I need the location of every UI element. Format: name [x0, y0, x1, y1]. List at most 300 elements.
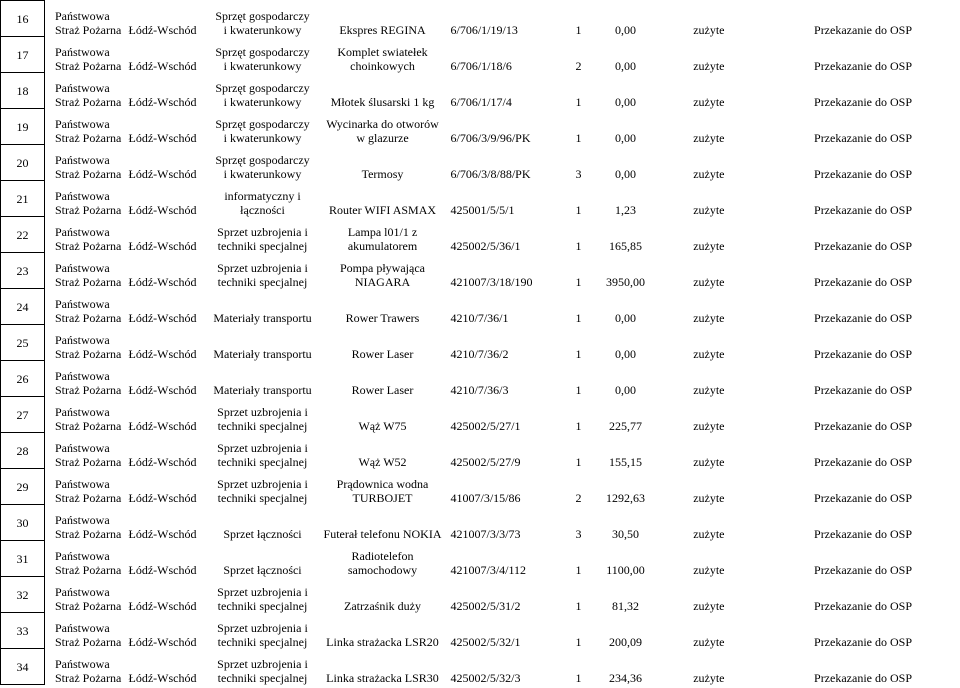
row-number: 17 [1, 37, 45, 73]
unit-cell: Łódź-Wschód [128, 94, 197, 109]
organization-line-2: Straż Pożarna [55, 166, 122, 181]
item-name-line-2: Termosy [361, 166, 404, 181]
value-cell: 155,15 [609, 454, 642, 469]
status-cell: zużyte [693, 238, 725, 253]
category-cell [207, 217, 319, 253]
status-cell: zużyte [693, 130, 725, 145]
organization-line-2: Straż Pożarna [55, 238, 122, 253]
organization-line-2: Straż Pożarna [55, 382, 122, 397]
organization-cell [45, 577, 127, 613]
category-line-2: techniki specjalnej [217, 670, 308, 685]
quantity-cell: 1 [575, 382, 582, 397]
organization-line-2: Straż Pożarna [55, 58, 122, 73]
item-name-line-1: Radiotelefon [351, 548, 414, 563]
organization-line-1: Państwowa [55, 44, 110, 59]
category-cell [207, 289, 319, 325]
item-name-cell [319, 289, 447, 325]
organization-cell [45, 433, 127, 469]
category-line-1: Sprzęt gospodarczy [215, 152, 310, 167]
status-cell: zużyte [693, 202, 725, 217]
item-name-line-2: Rower Laser [351, 382, 414, 397]
table-row [1, 505, 960, 541]
status-cell: zużyte [693, 94, 725, 109]
organization-line-1: Państwowa [55, 656, 110, 671]
inventory-number-cell: 6/706/1/17/4 [450, 94, 512, 109]
unit-cell: Łódź-Wschód [128, 310, 197, 325]
category-cell [207, 613, 319, 649]
inventory-number-cell: 41007/3/15/86 [450, 490, 521, 505]
value-cell: 0,00 [615, 58, 636, 73]
inventory-number-cell: 425002/5/27/9 [450, 454, 521, 469]
quantity-cell: 1 [575, 94, 582, 109]
status-cell: zużyte [693, 454, 725, 469]
organization-line-2: Straż Pożarna [55, 346, 122, 361]
row-number: 33 [1, 613, 45, 649]
inventory-number-cell: 425002/5/32/1 [450, 634, 521, 649]
organization-cell [45, 361, 127, 397]
row-number: 20 [1, 145, 45, 181]
action-cell: Przekazanie do OSP [731, 361, 960, 397]
category-line-2: techniki specjalnej [217, 598, 308, 613]
value-cell: 0,00 [615, 130, 636, 145]
organization-cell [45, 505, 127, 541]
table-row [1, 397, 960, 433]
status-cell: zużyte [693, 166, 725, 181]
table-body [1, 1, 960, 685]
quantity-cell: 1 [575, 634, 582, 649]
quantity-cell: 1 [575, 310, 582, 325]
value-cell: 165,85 [609, 238, 642, 253]
item-name-line-2: Młotek ślusarski 1 kg [330, 94, 435, 109]
table-row [1, 433, 960, 469]
action-cell: Przekazanie do OSP [731, 649, 960, 685]
organization-cell [45, 37, 127, 73]
row-number: 28 [1, 433, 45, 469]
organization-line-2: Straż Pożarna [55, 94, 122, 109]
organization-line-2: Straż Pożarna [55, 202, 122, 217]
item-name-line-1: Pompa pływająca [340, 260, 425, 275]
item-name-cell [319, 73, 447, 109]
row-number: 18 [1, 73, 45, 109]
organization-line-1: Państwowa [55, 8, 110, 23]
row-number: 23 [1, 253, 45, 289]
item-name-cell [319, 181, 447, 217]
item-name-line-2: Wąż W75 [358, 418, 407, 433]
category-cell [207, 433, 319, 469]
inventory-number-cell: 6/706/1/18/6 [450, 58, 512, 73]
row-number: 19 [1, 109, 45, 145]
organization-line-1: Państwowa [55, 548, 110, 563]
inventory-number-cell: 4210/7/36/3 [450, 382, 509, 397]
action-cell: Przekazanie do OSP [731, 73, 960, 109]
action-cell: Przekazanie do OSP [731, 577, 960, 613]
organization-cell [45, 217, 127, 253]
inventory-number-cell: 421007/3/18/190 [450, 274, 533, 289]
category-line-1: Sprzet uzbrojenia i [217, 620, 308, 635]
quantity-cell: 1 [575, 130, 582, 145]
category-cell [207, 325, 319, 361]
item-name-line-2: w glazurze [356, 130, 409, 145]
table-row [1, 613, 960, 649]
row-number: 31 [1, 541, 45, 577]
organization-line-2: Straż Pożarna [55, 598, 122, 613]
row-number: 26 [1, 361, 45, 397]
organization-line-1: Państwowa [55, 512, 110, 527]
category-cell [207, 73, 319, 109]
unit-cell: Łódź-Wschód [128, 670, 197, 685]
item-name-cell [319, 217, 447, 253]
action-cell: Przekazanie do OSP [731, 253, 960, 289]
value-cell: 1100,00 [606, 562, 645, 577]
organization-cell [45, 289, 127, 325]
category-line-2: techniki specjalnej [217, 454, 308, 469]
row-number: 24 [1, 289, 45, 325]
category-line-2: Materiały transportu [213, 382, 312, 397]
item-name-line-2: Rower Trawers [345, 310, 420, 325]
category-line-1: informatyczny i [224, 188, 301, 203]
item-name-line-2: Rower Laser [351, 346, 414, 361]
table-row [1, 361, 960, 397]
category-line-2: i kwaterunkowy [223, 58, 302, 73]
unit-cell: Łódź-Wschód [128, 274, 197, 289]
item-name-cell [319, 1, 447, 37]
table-row [1, 469, 960, 505]
item-name-line-2: NIAGARA [354, 274, 411, 289]
value-cell: 225,77 [609, 418, 642, 433]
unit-cell: Łódź-Wschód [128, 22, 197, 37]
organization-line-2: Straż Pożarna [55, 634, 122, 649]
status-cell: zużyte [693, 346, 725, 361]
action-cell: Przekazanie do OSP [731, 289, 960, 325]
category-line-1: Sprzęt gospodarczy [215, 8, 310, 23]
status-cell: zużyte [693, 526, 725, 541]
unit-cell: Łódź-Wschód [128, 238, 197, 253]
category-cell [207, 1, 319, 37]
item-name-line-2: Router WIFI ASMAX [328, 202, 437, 217]
category-line-2: Sprzet łączności [223, 562, 302, 577]
action-cell: Przekazanie do OSP [731, 325, 960, 361]
table-row [1, 253, 960, 289]
organization-line-1: Państwowa [55, 80, 110, 95]
category-line-1: Sprzet uzbrojenia i [217, 260, 308, 275]
organization-line-2: Straż Pożarna [55, 526, 122, 541]
organization-line-1: Państwowa [55, 476, 110, 491]
item-name-line-2: Futerał telefonu NOKIA [323, 526, 442, 541]
status-cell: zużyte [693, 58, 725, 73]
category-line-1: Sprzet uzbrojenia i [217, 656, 308, 671]
quantity-cell: 1 [575, 670, 582, 685]
organization-cell [45, 109, 127, 145]
row-number: 27 [1, 397, 45, 433]
organization-line-2: Straż Pożarna [55, 130, 122, 145]
quantity-cell: 3 [575, 526, 582, 541]
value-cell: 234,36 [609, 670, 642, 685]
organization-line-2: Straż Pożarna [55, 454, 122, 469]
organization-line-1: Państwowa [55, 404, 110, 419]
quantity-cell: 2 [575, 490, 582, 505]
inventory-number-cell: 425002/5/27/1 [450, 418, 521, 433]
unit-cell: Łódź-Wschód [128, 382, 197, 397]
action-cell: Przekazanie do OSP [731, 613, 960, 649]
item-name-cell [319, 505, 447, 541]
category-line-2: techniki specjalnej [217, 418, 308, 433]
category-line-1: Sprzęt gospodarczy [215, 80, 310, 95]
action-cell: Przekazanie do OSP [731, 469, 960, 505]
item-name-line-2: Linka strażacka LSR30 [326, 670, 439, 685]
inventory-number-cell: 4210/7/36/1 [450, 310, 509, 325]
table-row [1, 1, 960, 37]
status-cell: zużyte [693, 382, 725, 397]
status-cell: zużyte [693, 310, 725, 325]
unit-cell: Łódź-Wschód [128, 58, 197, 73]
action-cell: Przekazanie do OSP [731, 109, 960, 145]
quantity-cell: 1 [575, 418, 582, 433]
organization-line-1: Państwowa [55, 152, 110, 167]
row-number: 22 [1, 217, 45, 253]
organization-cell [45, 541, 127, 577]
value-cell: 0,00 [615, 22, 636, 37]
organization-line-1: Państwowa [55, 440, 110, 455]
value-cell: 0,00 [615, 166, 636, 181]
category-cell [207, 37, 319, 73]
unit-cell: Łódź-Wschód [128, 598, 197, 613]
organization-line-2: Straż Pożarna [55, 310, 122, 325]
category-cell [207, 253, 319, 289]
unit-cell: Łódź-Wschód [128, 562, 197, 577]
unit-cell: Łódź-Wschód [128, 634, 197, 649]
unit-cell: Łódź-Wschód [128, 130, 197, 145]
item-name-cell [319, 613, 447, 649]
organization-line-1: Państwowa [55, 368, 110, 383]
organization-line-1: Państwowa [55, 224, 110, 239]
item-name-line-2: TURBOJET [352, 490, 413, 505]
item-name-cell [319, 433, 447, 469]
status-cell: zużyte [693, 562, 725, 577]
table-row [1, 541, 960, 577]
value-cell: 0,00 [615, 310, 636, 325]
category-cell [207, 469, 319, 505]
inventory-number-cell: 4210/7/36/2 [450, 346, 509, 361]
item-name-cell [319, 577, 447, 613]
organization-cell [45, 397, 127, 433]
quantity-cell: 1 [575, 562, 582, 577]
action-cell: Przekazanie do OSP [731, 1, 960, 37]
category-line-2: łączności [240, 202, 285, 217]
category-line-2: techniki specjalnej [217, 634, 308, 649]
organization-cell [45, 649, 127, 685]
quantity-cell: 2 [575, 58, 582, 73]
organization-line-2: Straż Pożarna [55, 22, 122, 37]
item-name-cell [319, 325, 447, 361]
organization-line-1: Państwowa [55, 296, 110, 311]
unit-cell: Łódź-Wschód [128, 490, 197, 505]
category-cell [207, 541, 319, 577]
item-name-cell [319, 253, 447, 289]
status-cell: zużyte [693, 22, 725, 37]
inventory-number-cell: 421007/3/4/112 [450, 562, 527, 577]
organization-line-2: Straż Pożarna [55, 418, 122, 433]
table-row [1, 577, 960, 613]
value-cell: 0,00 [615, 346, 636, 361]
category-line-1: Sprzet uzbrojenia i [217, 476, 308, 491]
category-line-2: Sprzet łączności [223, 526, 302, 541]
inventory-number-cell: 6/706/1/19/13 [450, 22, 518, 37]
status-cell: zużyte [693, 490, 725, 505]
category-line-2: i kwaterunkowy [223, 166, 302, 181]
quantity-cell: 1 [575, 598, 582, 613]
organization-line-1: Państwowa [55, 116, 110, 131]
table-row [1, 73, 960, 109]
category-line-2: techniki specjalnej [217, 238, 308, 253]
category-line-2: i kwaterunkowy [223, 22, 302, 37]
table-row [1, 325, 960, 361]
item-name-line-2: choinkowych [350, 58, 415, 73]
inventory-number-cell: 6/706/3/8/88/PK [450, 166, 531, 181]
item-name-line-1: Prądownica wodna [336, 476, 429, 491]
category-line-2: Materiały transportu [213, 310, 312, 325]
category-cell [207, 145, 319, 181]
item-name-line-1: Komplet swiatełek [337, 44, 428, 59]
row-number: 21 [1, 181, 45, 217]
action-cell: Przekazanie do OSP [731, 505, 960, 541]
table-row [1, 217, 960, 253]
action-cell: Przekazanie do OSP [731, 181, 960, 217]
action-cell: Przekazanie do OSP [731, 145, 960, 181]
item-name-cell [319, 109, 447, 145]
table-row [1, 181, 960, 217]
organization-line-2: Straż Pożarna [55, 670, 122, 685]
category-cell [207, 649, 319, 685]
status-cell: zużyte [693, 598, 725, 613]
category-line-1: Sprzęt gospodarczy [215, 44, 310, 59]
action-cell: Przekazanie do OSP [731, 217, 960, 253]
value-cell: 1292,63 [606, 490, 645, 505]
category-line-2: techniki specjalnej [217, 490, 308, 505]
item-name-cell [319, 37, 447, 73]
item-name-cell [319, 361, 447, 397]
category-line-2: techniki specjalnej [217, 274, 308, 289]
quantity-cell: 1 [575, 274, 582, 289]
table-row [1, 37, 960, 73]
organization-line-1: Państwowa [55, 332, 110, 347]
organization-line-1: Państwowa [55, 584, 110, 599]
item-name-cell [319, 397, 447, 433]
row-number: 32 [1, 577, 45, 613]
organization-cell [45, 325, 127, 361]
category-line-1: Sprzet uzbrojenia i [217, 224, 308, 239]
unit-cell: Łódź-Wschód [128, 454, 197, 469]
organization-cell [45, 613, 127, 649]
category-cell [207, 397, 319, 433]
inventory-number-cell: 425002/5/32/3 [450, 670, 521, 685]
item-name-line-1: Lampa l01/1 z [347, 224, 418, 239]
quantity-cell: 1 [575, 22, 582, 37]
action-cell: Przekazanie do OSP [731, 541, 960, 577]
category-cell [207, 577, 319, 613]
category-line-1: Sprzet uzbrojenia i [217, 584, 308, 599]
action-cell: Przekazanie do OSP [731, 397, 960, 433]
organization-line-1: Państwowa [55, 188, 110, 203]
table-row [1, 109, 960, 145]
action-cell: Przekazanie do OSP [731, 433, 960, 469]
table-row [1, 145, 960, 181]
value-cell: 1,23 [615, 202, 636, 217]
category-line-2: i kwaterunkowy [223, 94, 302, 109]
row-number: 30 [1, 505, 45, 541]
quantity-cell: 1 [575, 202, 582, 217]
value-cell: 3950,00 [606, 274, 645, 289]
action-cell: Przekazanie do OSP [731, 37, 960, 73]
unit-cell: Łódź-Wschód [128, 166, 197, 181]
item-name-line-2: akumulatorem [347, 238, 418, 253]
item-name-line-2: samochodowy [347, 562, 418, 577]
quantity-cell: 1 [575, 346, 582, 361]
unit-cell: Łódź-Wschód [128, 346, 197, 361]
value-cell: 81,32 [612, 598, 639, 613]
inventory-number-cell: 425002/5/31/2 [450, 598, 521, 613]
item-name-line-1: Wycinarka do otworów [326, 116, 439, 131]
status-cell: zużyte [693, 670, 725, 685]
category-line-2: i kwaterunkowy [223, 130, 302, 145]
item-name-line-2: Zatrzaśnik duży [344, 598, 421, 613]
unit-cell: Łódź-Wschód [128, 526, 197, 541]
table-row [1, 649, 960, 685]
row-number: 29 [1, 469, 45, 505]
item-name-line-2: Ekspres REGINA [339, 22, 426, 37]
organization-cell [45, 253, 127, 289]
item-name-cell [319, 649, 447, 685]
row-number: 25 [1, 325, 45, 361]
category-cell [207, 181, 319, 217]
category-line-2: Materiały transportu [213, 346, 312, 361]
unit-cell: Łódź-Wschód [128, 418, 197, 433]
item-name-cell [319, 469, 447, 505]
inventory-number-cell: 421007/3/3/73 [450, 526, 521, 541]
category-cell [207, 505, 319, 541]
quantity-cell: 3 [575, 166, 582, 181]
value-cell: 200,09 [609, 634, 642, 649]
organization-cell [45, 181, 127, 217]
organization-line-1: Państwowa [55, 260, 110, 275]
organization-cell [45, 469, 127, 505]
category-line-1: Sprzet uzbrojenia i [217, 404, 308, 419]
organization-cell [45, 145, 127, 181]
inventory-number-cell: 6/706/3/9/96/PK [450, 130, 531, 145]
status-cell: zużyte [693, 274, 725, 289]
category-cell [207, 361, 319, 397]
item-name-line-2: Wąż W52 [358, 454, 407, 469]
quantity-cell: 1 [575, 238, 582, 253]
organization-cell [45, 1, 127, 37]
value-cell: 0,00 [615, 94, 636, 109]
value-cell: 0,00 [615, 382, 636, 397]
value-cell: 30,50 [612, 526, 639, 541]
unit-cell: Łódź-Wschód [128, 202, 197, 217]
organization-line-2: Straż Pożarna [55, 274, 122, 289]
category-cell [207, 109, 319, 145]
row-number: 16 [1, 1, 45, 37]
table-row [1, 289, 960, 325]
inventory-number-cell: 425002/5/36/1 [450, 238, 521, 253]
item-name-cell [319, 541, 447, 577]
row-number: 34 [1, 649, 45, 685]
organization-cell [45, 73, 127, 109]
status-cell: zużyte [693, 634, 725, 649]
status-cell: zużyte [693, 418, 725, 433]
inventory-number-cell: 425001/5/5/1 [450, 202, 515, 217]
organization-line-2: Straż Pożarna [55, 490, 122, 505]
item-name-line-2: Linka strażacka LSR20 [326, 634, 439, 649]
